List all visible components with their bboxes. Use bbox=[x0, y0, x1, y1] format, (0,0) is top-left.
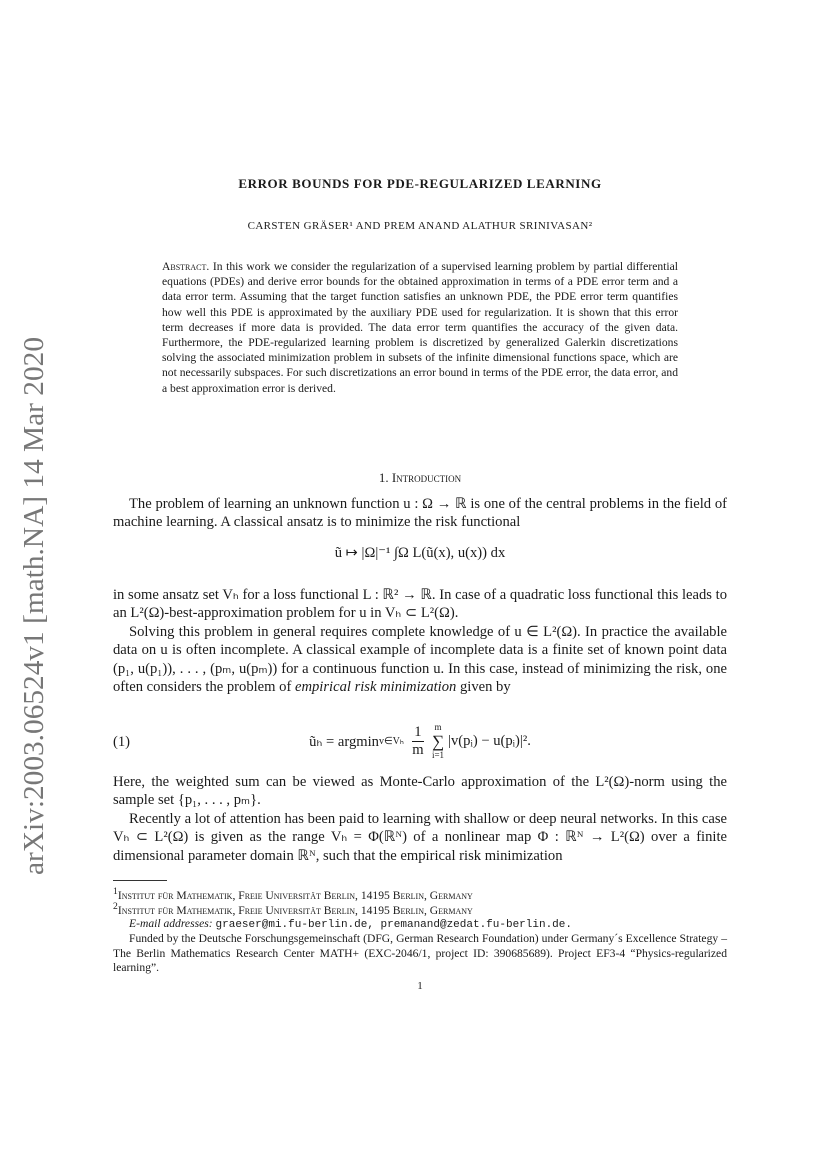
funding-text: Funded by the Deutsche Forschungsgemeinschaft (DFG, German Research Foundation) under Germany´s Excellence Strategy – The Berlin Mathematics Research Center MATH+ (EXC-2046/1, project ID: 390685689). Project EF3-4 “Physics-regularized learning”. bbox=[113, 932, 727, 974]
paragraph-4 bbox=[113, 773, 727, 810]
paragraph-5-text: Recently a lot of attention has been paid to learning with shallow or deep neural networks. In this case Vₕ ⊂ L²(Ω) is given as the range Vₕ = Φ(ℝᴺ) of a nonlinear map Φ : ℝᴺ → L²(Ω) over a finite dimensional parameter domain ℝᴺ, such that the empirical risk minimization bbox=[113, 811, 727, 864]
footnote-2-mark: 2 bbox=[113, 901, 118, 912]
arxiv-identifier: arXiv:2003.06524v1 [math.NA] 14 Mar 2020 bbox=[19, 361, 50, 875]
equation-1-frac-num: 1 bbox=[414, 724, 422, 740]
abstract bbox=[162, 259, 678, 396]
equation-1-sum-bot: i=1 bbox=[431, 750, 445, 760]
equation-1-fraction bbox=[412, 724, 424, 759]
footnote-1-text: Institut für Mathematik, Freie Universität Berlin, 14195 Berlin, Germany bbox=[117, 888, 473, 902]
paper-authors: CARSTEN GRÄSER¹ AND PREM ANAND ALATHUR SRINIVASAN² bbox=[247, 220, 593, 232]
paragraph-1-text: The problem of learning an unknown function u : Ω → ℝ is one of the central problems in the field of machine learning. A classical ansatz is to minimize the risk functional bbox=[113, 496, 727, 531]
page-number: 1 bbox=[417, 980, 423, 992]
footnote-funding bbox=[113, 932, 727, 976]
equation-risk: ũ ↦ |Ω|⁻¹ ∫Ω L(ũ(x), u(x)) dx bbox=[334, 545, 506, 561]
arxiv-stamp-svg bbox=[16, 335, 50, 875]
equation-1-lhs: ũₕ = argmin bbox=[309, 733, 379, 750]
paragraph-4-text: Here, the weighted sum can be viewed as Monte-Carlo approximation of the L²(Ω)-norm using the sample set {p₁, . . . , pₘ}. bbox=[113, 774, 727, 809]
footnote-emails bbox=[113, 917, 727, 933]
paragraph-1 bbox=[113, 495, 727, 532]
section-title: Introduction bbox=[391, 470, 462, 485]
equation-1 bbox=[113, 722, 727, 761]
footnote-1-mark: 1 bbox=[113, 886, 118, 897]
paragraph-5 bbox=[113, 810, 727, 865]
footnote-2-text: Institut für Mathematik, Freie Universität Berlin, 14195 Berlin, Germany bbox=[117, 903, 473, 917]
equation-1-sub: v∈Vₕ bbox=[378, 736, 404, 747]
paragraph-3 bbox=[113, 623, 727, 696]
paragraph-3-text-a: Solving this problem in general requires complete knowledge of u ∈ L²(Ω). In practice the available data on u is often incomplete. A classical example of incomplete data is a finite set of known point data (p₁, u(p₁)), . . . , (pₘ, u(pₘ)) for a continuous function u. In this case, instead of minimizing the risk, one often considers the problem of bbox=[113, 624, 727, 695]
abstract-label: Abstract. bbox=[162, 260, 210, 273]
equation-1-number: (1) bbox=[113, 734, 131, 750]
equation-1-sum-top: m bbox=[434, 722, 442, 732]
paper-title: ERROR BOUNDS FOR PDE-REGULARIZED LEARNING bbox=[238, 176, 602, 191]
section-number: 1. bbox=[378, 470, 389, 485]
paragraph-2-text: in some ansatz set Vₕ for a loss functional L : ℝ² → ℝ. In case of a quadratic loss functional this leads to an L²(Ω)-best-approximation problem for u in Vₕ ⊂ L²(Ω). bbox=[113, 587, 727, 622]
equation-1-frac-den: m bbox=[412, 742, 424, 758]
section-heading bbox=[110, 470, 730, 486]
email-addresses[interactable]: graeser@mi.fu-berlin.de, premanand@zedat.fu-berlin.de. bbox=[215, 919, 572, 931]
paragraph-3-emphasis: empirical risk minimization bbox=[294, 678, 457, 695]
paragraph-2 bbox=[113, 586, 727, 623]
abstract-text: In this work we consider the regularization of a supervised learning problem by partial differential equations (PDEs) and derive error bounds for the obtained approximation in terms of a PDE error term and a data error term. Assuming that the target function satisfies an unknown PDE, the PDE error term quantifies how well this PDE is approximated by the auxiliary PDE used for regularization. It is shown that this error term decreases if more data is provided. The data error term quantifies the accuracy of the given data. Furthermore, the PDE-regularized learning problem is discretized by generalized Galerkin discretizations solving the associated minimization problem in subsets of the infinite dimensional functions space, which are not necessarily subspaces. For such discretizations an error bound in terms of the PDE error, the data error, and a best approximation error is derived. bbox=[162, 260, 678, 395]
footnote-2 bbox=[113, 900, 727, 918]
arxiv-stamp bbox=[16, 335, 50, 875]
email-label: E-mail addresses: bbox=[129, 917, 213, 930]
footnote-separator bbox=[113, 880, 167, 881]
paragraph-3-text-b: given by bbox=[459, 678, 511, 695]
equation-1-rhs: |v(pᵢ) − u(pᵢ)|². bbox=[448, 733, 531, 749]
equation-1-sum: m ∑ i=1 bbox=[431, 722, 445, 760]
